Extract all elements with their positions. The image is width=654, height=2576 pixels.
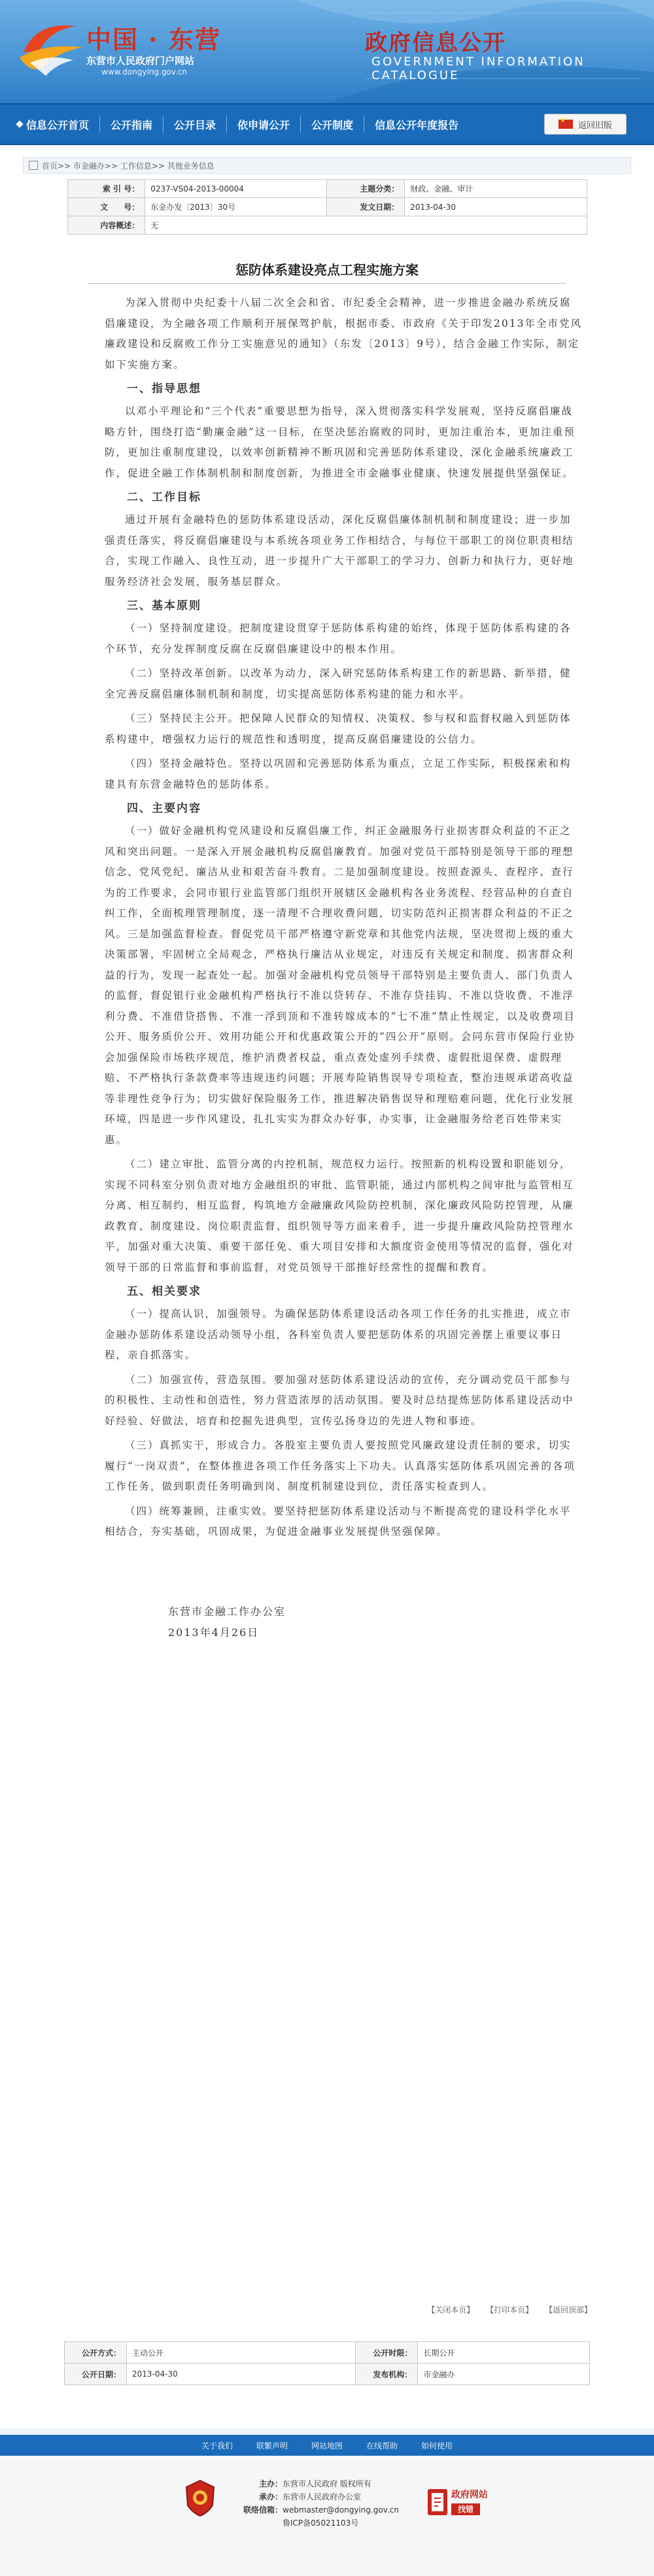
article-paragraph: （一）坚持制度建设。把制度建设贯穿于惩防体系构建的始终，体现于惩防体系构建的各个环节，充分发挥制度反腐在反腐倡廉建设中的根本作用。 — [105, 622, 572, 655]
org-value: 市金融办 — [418, 2364, 590, 2385]
publish-meta-table — [64, 2341, 590, 2385]
sponsor-value: 东营市人民政府 版权所有 — [283, 2479, 371, 2488]
old-version-button[interactable]: ★ 返回旧版 — [544, 114, 627, 135]
nav-rules[interactable]: 公开制度 — [311, 118, 354, 131]
article-paragraph: 通过开展有金融特色的惩防体系建设活动，深化反腐倡廉体制机制和制度建设；进一步加强责任落实，将反腐倡廉建设与本系统各项业务工作相结合，与每位干部职工的岗位职责相结合，实现工作融入、良性互动，进一步提升广大干部职工的学习力、创新力和执行力，更好地服务经济社会发展，服务基层群众。 — [105, 514, 574, 588]
section-heading: 五、相关要求 — [127, 1285, 201, 1298]
footer-link-usage[interactable]: 如何使用 — [421, 2441, 453, 2451]
close-page-link[interactable]: 【关闭本页】 — [427, 2305, 475, 2315]
article-paragraph: （四）统筹兼顾，注重实效。要坚持把惩防体系建设活动与不断提高党的建设科学化水平相结合，夯实基础，巩固成果，为促进金融事业发展提供坚强保障。 — [105, 1505, 572, 1537]
index-no-value: 0237-VS04-2013-00004 — [145, 180, 327, 198]
email-value[interactable]: webmaster@dongying.gov.cn — [283, 2505, 399, 2515]
nav-home[interactable]: 信息公开首页 — [7, 105, 99, 144]
flag-icon — [559, 120, 573, 129]
article-paragraph: （一）做好金融机构党风建设和反腐倡廉工作，纠正金融服务行业损害群众利益的不正之风和突出问题。一是深入开展金融机构反腐倡廉教育。加强对党员干部特别是领导干部的理想信念、党风党纪、廉洁从业和艰苦奋斗教育。二是加强制度建设。按照查源头、查程序、查行为的工作要求，会同市银行业监管部门组织开展辖区金融机构各业务流程、经营品种的自查自纠工作，全面梳理管理制度，逐一清理不合理收费问题，切实防范纠正损害群众利益的不正之风。三是加强监督检查。督促党员干部严格遵守新党章和其他党内法规，坚决贯彻上级的重大决策部署，牢固树立全局观念，严格执行廉洁从业规定，对违反有关规定和制度、损害群众利益的行为，发现一起查处一起。加强对金融机构党员领导干部特别是主要负责人、部门负责人的监督，督促银行业金融机构严格执行不准以贷转存、不准存贷挂钩、不准以贷收费、不准浮利分费、不准借贷搭售、不准一浮到顶和不准转嫁成本的“七不准”禁止性规定，以及收费项目公开、服务质价公开、效用功能公开和优惠政策公开的“四公开”原则。会同东营市保险行业协会加强保险市场秩序规范，维护消费者权益，重点查处虚列手续费、虚假批退保费、虚假理赔、不严格执行条款费率等违规违约问题；开展寿险销售误导专项检查，整治违规承诺高收益等非理性竞争行为；切实做好保险服务工作，推进解决销售误导和理赔难问题，优化行业发展环境，四是进一步作风建设，扎扎实实为群众办好事，办实事，让金融服务给老百姓带来实惠。 — [105, 825, 576, 1146]
email-label: 联络信箱： — [243, 2505, 283, 2515]
signoff — [168, 1601, 589, 1643]
article-paragraph: （四）坚持金融特色。坚持以巩固和完善惩防体系为重点，立足工作实际，积极探索和构建具有东营金融特色的惩防体系。 — [105, 758, 572, 790]
nav-catalog[interactable]: 公开目录 — [174, 118, 216, 131]
page-actions — [0, 2304, 654, 2315]
date-value: 2013-04-30 — [405, 198, 587, 216]
title-divider — [88, 283, 566, 284]
gov-site-sub: 找错 — [451, 2503, 480, 2515]
article-paragraph: （二）建立审批、监管分离的内控机制，规范权力运行。按照新的机构设置和职能划分，实现不同科室分别负责对地方金融组织的审批、监管职能，通过内部机构之间审批与监管相互分离、相互制约，相互监督，构筑地方金融廉政风险防控机制，深化廉政风险防控管理，从廉政教育、制度建设、岗位职责监督、组织领导等方面来着手，进一步提升廉政风险防控管理水平，加强对重大决策、重要干部任免、重大项目安排和大额度资金使用等情况的监督，强化对领导干部的日常监督和事前监督，对党员领导干部推好经常性的提醒和教育。 — [105, 1158, 574, 1273]
back-to-top-link[interactable]: 【返回顶部】 — [544, 2305, 592, 2315]
footer-link-sitemap[interactable]: 网站地图 — [311, 2441, 343, 2451]
doc-no-value: 东金办发〔2013〕30号 — [145, 198, 327, 216]
open-scope-value: 长期公开 — [418, 2342, 590, 2364]
category-value: 财政、金融、审计 — [405, 180, 587, 198]
signoff-date: 2013年4月26日 — [168, 1626, 260, 1639]
gov-site-text — [451, 2488, 488, 2517]
article-paragraph: 为深入贯彻中央纪委十八届二次全会和省、市纪委全会精神，进一步推进金融办系统反腐倡廉建设，为全融各项工作顺利开展保驾护航，根据市委、市政府《关于印发2013年全市党风廉政建设和反腐败工作分工实施意见的通知》（东发〔2013〕9号），结合金融工作实际，制定如下实施方案。 — [105, 297, 582, 371]
section-heading: 二、工作目标 — [127, 491, 201, 504]
main-nav — [0, 103, 654, 145]
footer-text — [243, 2477, 399, 2530]
article-paragraph: （三）真抓实干，形成合力。各股室主要负责人要按照党风廉政建设责任制的要求，切实履行“一岗双责”，在整体推进各项工作任务落实上下功夫。认真落实惩防体系巩固完善的各项工作任务，做到职责任务明确到岗、制度机制建设到位，责任落实检查到人。 — [105, 1439, 576, 1492]
icp-value[interactable]: 鲁ICP备05021103号 — [283, 2518, 359, 2528]
article-body — [105, 293, 582, 1543]
host-value: 东营市人民政府办公室 — [283, 2492, 362, 2501]
footer-link-about[interactable]: 关于我们 — [201, 2441, 233, 2451]
footer-link-help[interactable]: 在线帮助 — [366, 2441, 398, 2451]
catalog-subtitle: GOVERNMENT INFORMATION CATALOGUE — [371, 55, 585, 82]
gov-site-title: 政府网站 — [451, 2490, 488, 2500]
catalog-title: 政府信息公开 — [365, 30, 506, 56]
article-paragraph: （二）加强宣传，营造氛围。要加强对惩防体系建设活动的宣传，充分调动党员干部参与的积极性、主动性和创造性，努力营造浓厚的活动氛围。要及时总结提炼惩防体系建设活动中好经验、好做法，培育和挖掘先进典型，宣传弘扬身边的先进人物和事迹。 — [105, 1373, 574, 1427]
open-date-label: 公开日期： — [65, 2364, 127, 2385]
org-label: 发布机构： — [356, 2364, 418, 2385]
nav-bullet-icon — [16, 120, 23, 127]
open-mode-label: 公开方式： — [65, 2342, 127, 2364]
footer-links — [0, 2435, 654, 2456]
article-paragraph: 以邓小平理论和“三个代表”重要思想为指导，深入贯彻落实科学发展观，坚持反腐倡廉战略方针，围绕打造“勤廉金融”这一目标，在坚决惩治腐败的同时，更加注重治本，更加注重预防，更加注重制度建设，以效率创新精神不断巩固和完善惩防体系建设，深化金融系统廉政工作，促进全融工作体制机制和制度创新，为推进全市金融事业健康、快速发展提供坚强保证。 — [105, 405, 576, 479]
breadcrumb-text[interactable]: 首页>> 市金融办>> 工作信息>> 其他业务信息 — [42, 161, 215, 171]
article-paragraph: （二）坚持改革创新。以改革为动力，深入研究惩防体系构建工作的新思路、新举措，健全完善反腐倡廉体制机制和制度，切实提高惩防体系构建的能力和水平。 — [105, 667, 572, 700]
document-meta-table — [67, 179, 587, 235]
section-heading: 三、基本原则 — [127, 599, 201, 612]
site-url: www.dongying.gov.cn — [101, 67, 187, 76]
section-heading: 一、指导思想 — [127, 382, 201, 395]
summary-label: 内容概述： — [67, 216, 145, 235]
city-logo-icon — [10, 14, 89, 80]
print-page-link[interactable]: 【打印本页】 — [486, 2305, 534, 2315]
open-mode-value: 主动公开 — [127, 2342, 356, 2364]
summary-value: 无 — [145, 216, 587, 235]
article-title: 惩防体系建设亮点工程实施方案 — [235, 262, 419, 278]
nav-guide[interactable]: 公开指南 — [111, 118, 153, 131]
police-badge-icon[interactable] — [184, 2479, 216, 2517]
home-icon[interactable] — [29, 161, 38, 170]
signoff-org: 东营市金融工作办公室 — [168, 1605, 286, 1618]
breadcrumb — [23, 157, 631, 174]
site-header — [0, 0, 654, 103]
article-paragraph: （三）坚持民主公开。把保障人民群众的知情权、决策权、参与权和监督权融入到惩防体系构建中，增强权力运行的规范性和透明度，提高反腐倡廉建设的公信力。 — [105, 712, 572, 745]
nav-annual-report[interactable]: 信息公开年度报告 — [375, 118, 459, 131]
footer-link-statement[interactable]: 联繁声明 — [256, 2441, 288, 2451]
category-label: 主题分类： — [327, 180, 405, 198]
section-heading: 四、主要内容 — [127, 802, 201, 815]
article-paragraph: （一）提高认识，加强领导。为确保惩防体系建设活动各项工作任务的扎实推进，成立市金融办惩防体系建设活动领导小组，各科室负责人要把惩防体系的巩固完善摆上重要议事日程，亲自抓落实。 — [105, 1308, 572, 1361]
host-label: 承办： — [258, 2492, 283, 2501]
doc-no-label: 文 号： — [67, 198, 145, 216]
date-label: 发文日期： — [327, 198, 405, 216]
nav-apply[interactable]: 依申请公开 — [237, 118, 290, 131]
open-date-value: 2013-04-30 — [127, 2364, 356, 2385]
sponsor-label: 主办： — [258, 2479, 283, 2488]
site-name: 中国 · 东营 — [86, 25, 221, 54]
article — [65, 259, 589, 1643]
site-subtitle: 东营市人民政府门户网站 — [86, 55, 195, 67]
index-no-label: 索 引 号： — [67, 180, 145, 198]
open-scope-label: 公开时限： — [356, 2342, 418, 2364]
